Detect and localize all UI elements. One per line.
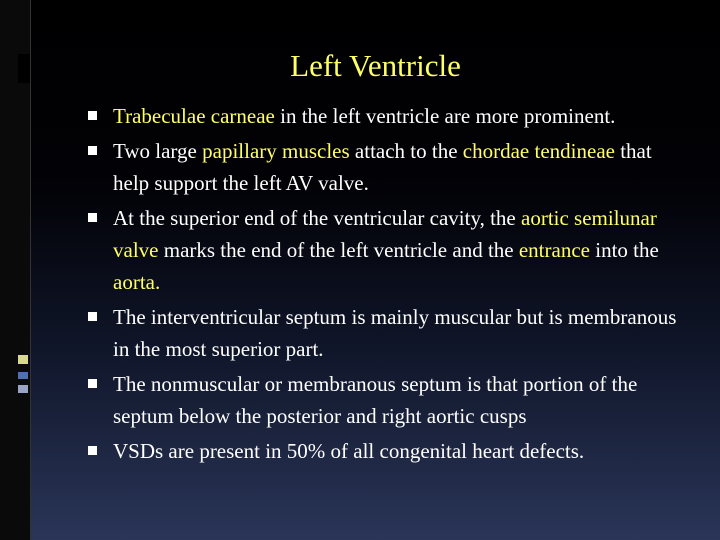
bullet-text: in the left ventricle are more prominent. — [274, 104, 616, 128]
slide-title: Left Ventricle — [290, 48, 461, 83]
decoration-bar-gold — [18, 355, 28, 364]
highlighted-term: aorta. — [113, 270, 161, 294]
decoration-bar-gray — [18, 385, 28, 393]
bullet-item — [88, 202, 688, 298]
bullet-text: VSDs are present in 50% of all congenital heart defects. — [113, 439, 585, 463]
bullet-text: The interventricular septum is mainly muscular but is membranous in the most superior part. — [113, 305, 677, 361]
bullet-item — [88, 368, 688, 432]
highlighted-term: entrance — [518, 238, 590, 262]
bullet-item — [88, 301, 688, 365]
highlighted-term: aortic semilunar valve — [113, 206, 657, 262]
bullet-list — [88, 100, 688, 470]
highlighted-term: papillary muscles — [202, 139, 350, 163]
bullet-text: Two large — [113, 139, 203, 163]
bullet-text: At the superior end of the ventricular cavity, the — [113, 206, 521, 230]
decoration-block — [18, 54, 30, 83]
decoration-bar-blue — [18, 372, 28, 379]
bullet-item — [88, 135, 688, 199]
highlighted-term: Trabeculae carneae — [113, 104, 275, 128]
bullet-text: marks the end of the left ventricle and the — [158, 238, 519, 262]
bullet-text: that help support the left AV valve. — [113, 139, 652, 195]
highlighted-term: chordae tendineae — [462, 139, 615, 163]
bullet-text: attach to the — [349, 139, 463, 163]
bullet-text: The nonmuscular or membranous septum is that portion of the septum below the posterior and right aortic cusps — [113, 372, 638, 428]
bullet-item — [88, 435, 688, 467]
left-decoration-strip — [0, 0, 31, 540]
bullet-text: into the — [589, 238, 659, 262]
bullet-item — [88, 100, 688, 132]
